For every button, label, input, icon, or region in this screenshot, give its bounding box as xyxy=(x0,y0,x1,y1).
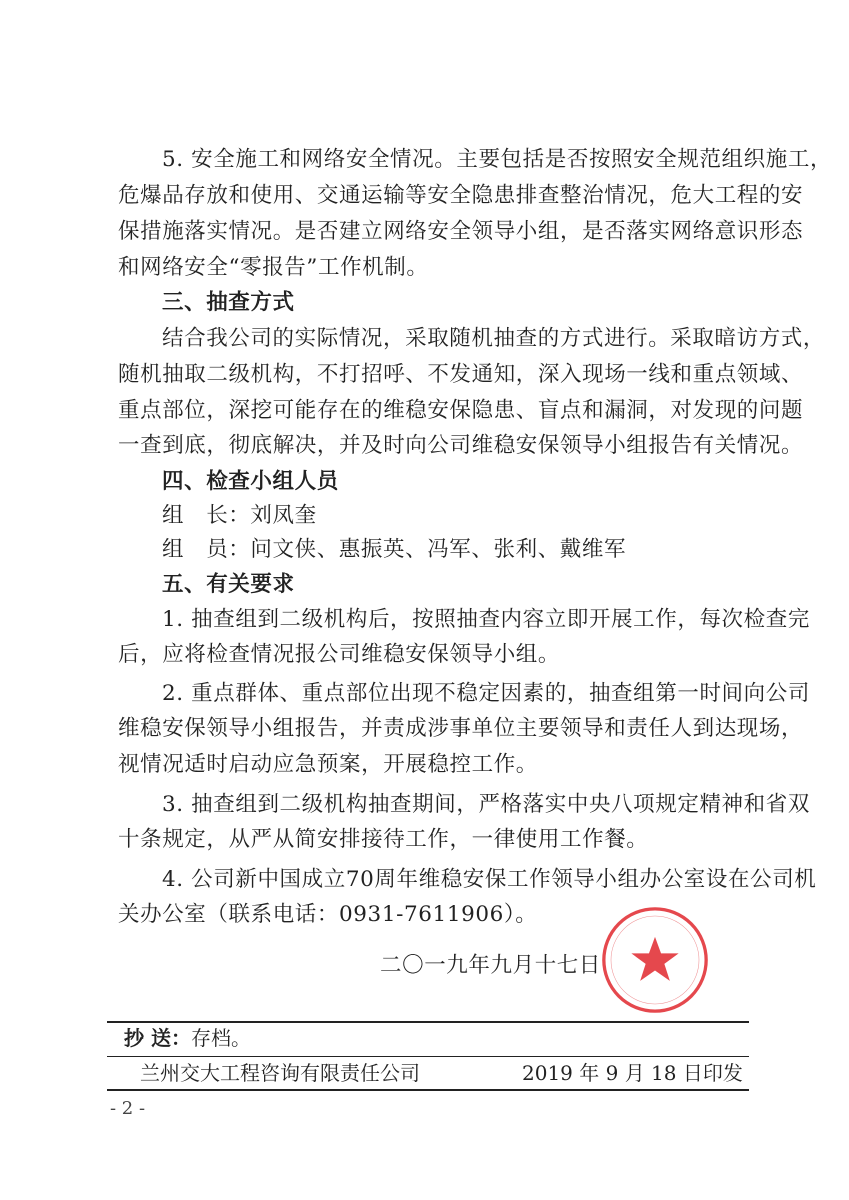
requirement-line: 2. 重点群体、重点部位出现不稳定因素的，抽查组第一时间向公司 xyxy=(162,681,810,706)
section3-line: 结合我公司的实际情况，采取随机抽查的方式进行。采取暗访方式， xyxy=(162,326,826,351)
requirement-line: 十条规定，从严从简安排接待工作，一律使用工作餐。 xyxy=(118,827,649,852)
issued-date: 2019 年 9 月 18 日印发 xyxy=(522,1061,743,1085)
section3-line: 重点部位，深挖可能存在的维稳安保隐患、盲点和漏洞，对发现的问题 xyxy=(118,398,804,423)
footer-bottom-rule xyxy=(107,1089,749,1091)
section3-line: 随机抽取二级机构，不打招呼、不发通知，深入现场一线和重点领域、 xyxy=(118,362,804,387)
company-seal-icon xyxy=(600,905,710,1015)
requirement-line: 关办公室（联系电话：0931-7611906）。 xyxy=(118,902,538,927)
item5-line: 和网络安全“零报告”工作机制。 xyxy=(118,255,429,280)
section3-heading: 三、抽查方式 xyxy=(162,290,295,315)
requirement-line: 后，应将检查情况报公司维稳安保领导小组。 xyxy=(118,642,561,667)
cc-line xyxy=(124,1025,251,1051)
requirement-line: 视情况适时启动应急预案，开展稳控工作。 xyxy=(118,752,538,777)
section3-line: 一查到底，彻底解决，并及时向公司维稳安保领导小组报告有关情况。 xyxy=(118,433,804,458)
item5-line: 保措施落实情况。是否建立网络安全领导小组，是否落实网络意识形态 xyxy=(118,219,804,244)
cc-value: 存档。 xyxy=(190,1026,251,1050)
signature-date: 二〇一九年九月十七日 xyxy=(380,953,602,978)
page-number: - 2 - xyxy=(110,1098,146,1119)
requirement-line: 3. 抽查组到二级机构抽查期间，严格落实中央八项规定精神和省双 xyxy=(162,792,810,817)
requirement-line: 4. 公司新中国成立70周年维稳安保工作领导小组办公室设在公司机 xyxy=(162,867,817,892)
requirement-line: 1. 抽查组到二级机构后，按照抽查内容立即开展工作，每次检查完 xyxy=(162,607,810,632)
requirement-line: 维稳安保领导小组报告，并责成涉事单位主要领导和责任人到达现场， xyxy=(118,716,804,741)
team-members: 组 员：问文侠、惠振英、冯军、张利、戴维军 xyxy=(162,537,627,562)
team-leader: 组 长：刘凤奎 xyxy=(162,503,317,528)
section4-heading: 四、检查小组人员 xyxy=(162,469,339,494)
issuing-company: 兰州交大工程咨询有限责任公司 xyxy=(140,1061,420,1085)
cc-label: 抄 送： xyxy=(124,1026,191,1050)
footer-top-rule xyxy=(107,1021,749,1023)
item5-line: 5. 安全施工和网络安全情况。主要包括是否按照安全规范组织施工， xyxy=(162,147,833,172)
footer-middle-rule xyxy=(107,1056,749,1057)
item5-line: 危爆品存放和使用、交通运输等安全隐患排查整治情况，危大工程的安 xyxy=(118,183,804,208)
section5-heading: 五、有关要求 xyxy=(162,572,295,597)
